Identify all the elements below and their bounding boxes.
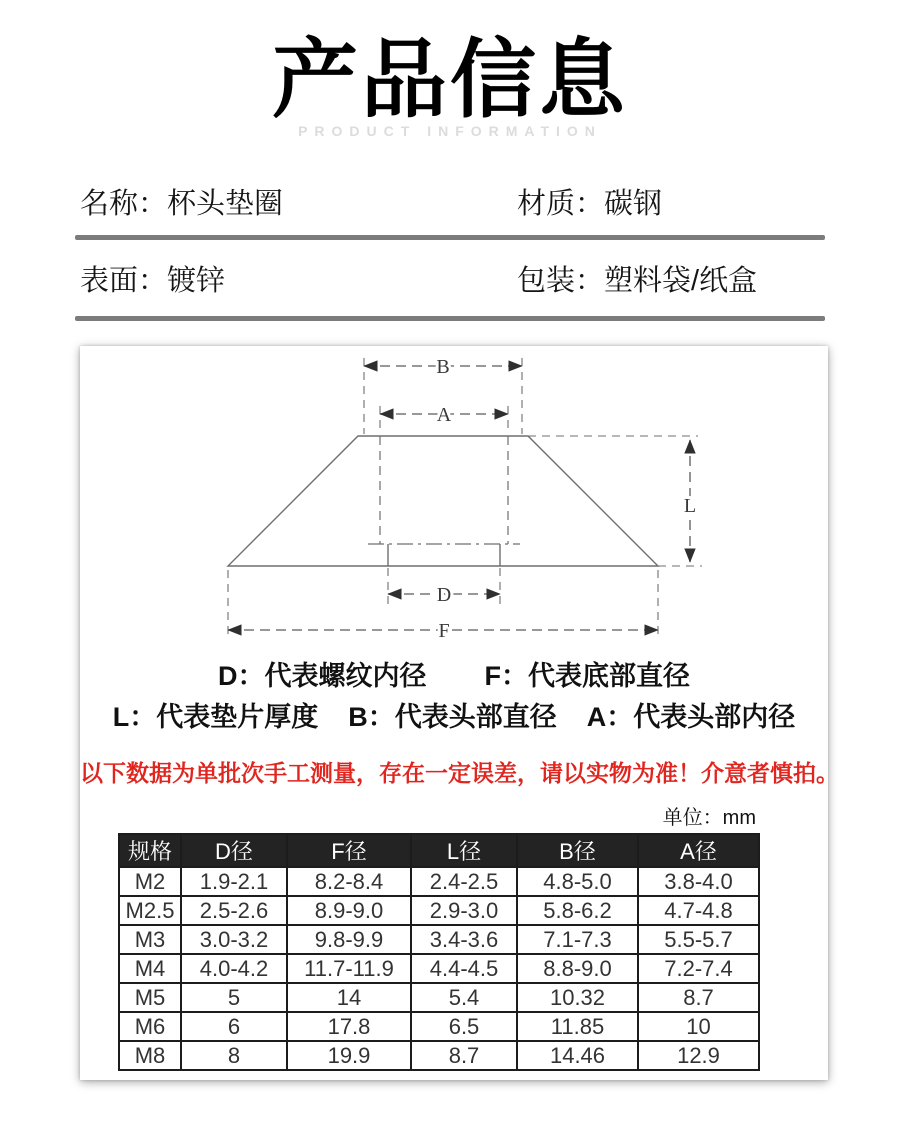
cell: 8.2-8.4	[287, 867, 411, 896]
cell: 8.7	[411, 1041, 517, 1070]
spec-row-1	[75, 167, 825, 235]
dim-label-b: B	[436, 356, 450, 379]
cell-spec: M6	[119, 1012, 181, 1041]
cell: 5.4	[411, 983, 517, 1012]
table-row	[119, 896, 759, 925]
cell-spec: M5	[119, 983, 181, 1012]
cell: 10	[638, 1012, 759, 1041]
legend-item-d: D：代表螺纹内径	[218, 661, 427, 692]
cell: 4.4-4.5	[411, 954, 517, 983]
cell: 2.5-2.6	[181, 896, 287, 925]
cell: 8.8-9.0	[517, 954, 638, 983]
cell: 3.8-4.0	[638, 867, 759, 896]
dimension-diagram	[80, 348, 828, 652]
cell-spec: M2.5	[119, 896, 181, 925]
measurement-warning: 以下数据为单批次手工测量，存在一定误差，请以实物为准！介意者慎拍。	[80, 760, 839, 787]
spec-row-2	[75, 240, 825, 316]
cell: 4.7-4.8	[638, 896, 759, 925]
package-value: 塑料袋/纸盒	[604, 264, 758, 297]
dim-label-a: A	[436, 404, 452, 427]
cell: 8.7	[638, 983, 759, 1012]
legend-item-b: B：代表头部直径	[348, 701, 557, 732]
dim-label-f: F	[438, 620, 450, 643]
cell: 4.8-5.0	[517, 867, 638, 896]
col-header-l: L径	[411, 834, 517, 867]
detail-card	[80, 346, 839, 1080]
divider	[75, 316, 825, 321]
name-label: 名称：	[80, 187, 168, 220]
legend-line-1	[80, 656, 828, 697]
spec-surface	[80, 258, 517, 299]
legend-item-a: A：代表头部内径	[586, 701, 796, 732]
material-value: 碳钢	[604, 187, 663, 220]
table-row	[119, 954, 759, 983]
dimension-legend	[80, 656, 828, 737]
table-row	[119, 1041, 759, 1070]
legend-item-f: F：代表底部直径	[484, 661, 690, 692]
material-label: 材质：	[517, 187, 605, 220]
cell: 10.32	[517, 983, 638, 1012]
cell: 5.5-5.7	[638, 925, 759, 954]
cell: 5.8-6.2	[517, 896, 638, 925]
table-row	[119, 867, 759, 896]
surface-label: 表面：	[80, 264, 168, 297]
cell: 5	[181, 983, 287, 1012]
cell: 9.8-9.9	[287, 925, 411, 954]
cell: 8.9-9.0	[287, 896, 411, 925]
cell: 11.7-11.9	[287, 954, 411, 983]
cell: 12.9	[638, 1041, 759, 1070]
legend-line-2	[80, 697, 828, 738]
table-row	[119, 983, 759, 1012]
page-subtitle: PRODUCT INFORMATION	[298, 123, 602, 140]
cell: 1.9-2.1	[181, 867, 287, 896]
col-header-a: A径	[638, 834, 759, 867]
cell: 19.9	[287, 1041, 411, 1070]
cell: 3.4-3.6	[411, 925, 517, 954]
table-header-row	[119, 834, 759, 867]
cell: 3.0-3.2	[181, 925, 287, 954]
cell: 11.85	[517, 1012, 638, 1041]
spec-summary	[75, 167, 825, 321]
cell: 7.2-7.4	[638, 954, 759, 983]
cell-spec: M3	[119, 925, 181, 954]
surface-value: 镀锌	[167, 264, 226, 297]
cell: 2.4-2.5	[411, 867, 517, 896]
table-row	[119, 925, 759, 954]
package-label: 包装：	[517, 264, 605, 297]
cell-spec: M8	[119, 1041, 181, 1070]
spec-material	[517, 181, 825, 222]
spec-package	[517, 258, 825, 299]
unit-label: 单位：mm	[662, 807, 756, 830]
product-info-page	[0, 30, 900, 1129]
cell: 17.8	[287, 1012, 411, 1041]
page-title: 产品信息	[272, 32, 628, 128]
dim-label-d: D	[436, 584, 452, 607]
cell: 6	[181, 1012, 287, 1041]
cell: 6.5	[411, 1012, 517, 1041]
cell: 7.1-7.3	[517, 925, 638, 954]
cell: 4.0-4.2	[181, 954, 287, 983]
cell: 8	[181, 1041, 287, 1070]
spec-name	[80, 181, 517, 222]
cell: 2.9-3.0	[411, 896, 517, 925]
legend-item-l: L：代表垫片厚度	[112, 701, 319, 732]
col-header-b: B径	[517, 834, 638, 867]
col-header-spec: 规格	[119, 834, 181, 867]
cell: 14	[287, 983, 411, 1012]
col-header-d: D径	[181, 834, 287, 867]
size-table	[118, 833, 760, 1071]
dim-label-l: L	[683, 495, 697, 518]
cell-spec: M4	[119, 954, 181, 983]
col-header-f: F径	[287, 834, 411, 867]
cell-spec: M2	[119, 867, 181, 896]
name-value: 杯头垫圈	[167, 187, 284, 220]
table-row	[119, 1012, 759, 1041]
cell: 14.46	[517, 1041, 638, 1070]
